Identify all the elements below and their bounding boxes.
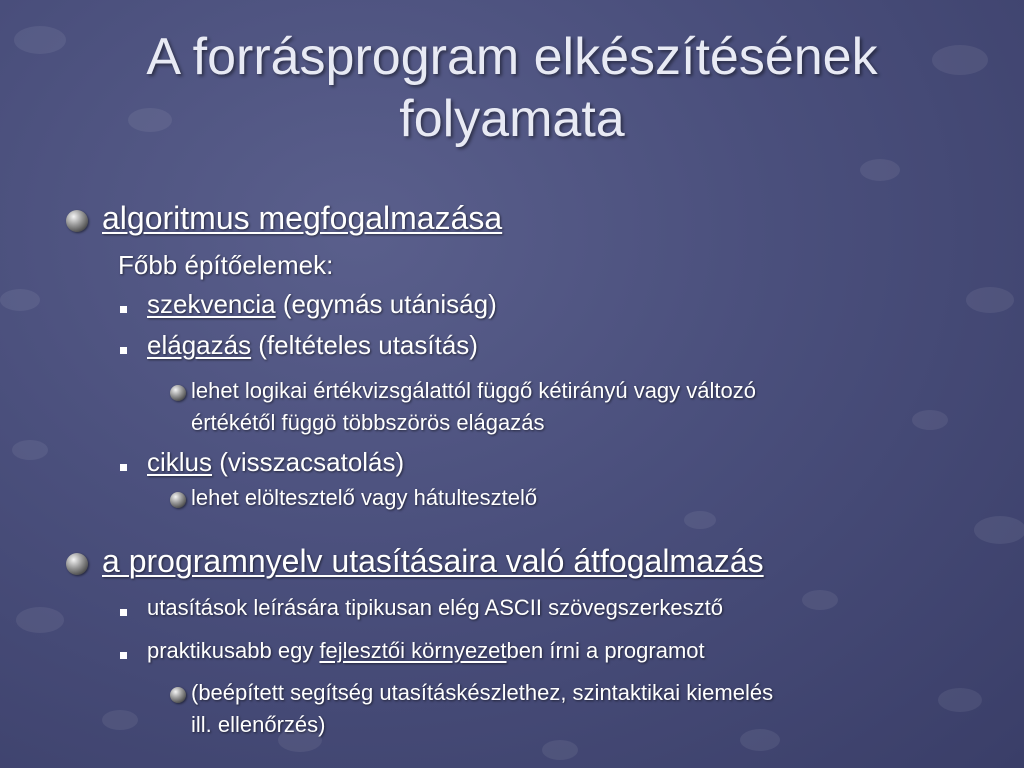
slide-title-line-2: folyamata	[399, 90, 625, 148]
section-heading-programming-language	[102, 543, 764, 580]
branching-detail-line-1: lehet logikai értékvizsgálattól függő kétirányú vagy változó	[191, 378, 756, 403]
dev-environment-detail-line-1: (beépített segítség utasításkészlethez, szintaktikai kiemelés	[191, 680, 774, 705]
loop-detail-line-1: lehet elöltesztelő vagy hátultesztelő	[191, 485, 538, 510]
square-bullet-icon	[120, 464, 127, 471]
term-loop-description: (visszacsatolás)	[212, 447, 405, 477]
subheading-building-blocks: Főbb építőelemek:	[118, 250, 334, 280]
list-item-dev-environment	[147, 638, 705, 664]
sphere-bullet-icon	[170, 687, 186, 703]
term-sequence: szekvencia	[147, 289, 276, 319]
dev-environment-text-after: ben írni a programot	[506, 638, 705, 663]
term-branching: elágazás	[147, 330, 252, 360]
square-bullet-icon	[120, 347, 127, 354]
sphere-bullet-icon	[170, 385, 186, 401]
list-item-ascii-editor: utasítások leírására tipikusan elég ASCII szövegszerkesztő	[147, 595, 723, 620]
list-item-branching	[147, 330, 478, 361]
dev-environment-link[interactable]: fejlesztői környezet	[319, 638, 507, 663]
term-branching-description: (feltételes utasítás)	[251, 330, 478, 360]
list-item-sequence	[147, 289, 497, 320]
section-heading-algorithm	[102, 200, 502, 237]
term-loop: ciklus	[147, 447, 213, 477]
square-bullet-icon	[120, 306, 127, 313]
section-heading-programming-language-text: a programnyelv utasításaira való átfogalmazás	[102, 543, 764, 579]
sphere-bullet-icon	[66, 553, 88, 575]
slide-title-line-1: A forrásprogram elkészítésének	[146, 28, 878, 86]
square-bullet-icon	[120, 652, 127, 659]
dev-environment-text-before: praktikusabb egy	[147, 638, 320, 663]
branching-detail-line-2: értékétől függö többszörös elágazás	[191, 410, 545, 435]
dev-environment-detail-line-2: ill. ellenőrzés)	[191, 712, 326, 737]
sphere-bullet-icon	[170, 492, 186, 508]
term-sequence-description: (egymás utániság)	[275, 289, 497, 319]
section-heading-algorithm-text: algoritmus megfogalmazása	[102, 200, 503, 236]
slide-title	[0, 26, 1024, 150]
square-bullet-icon	[120, 609, 127, 616]
list-item-loop	[147, 447, 404, 478]
sphere-bullet-icon	[66, 210, 88, 232]
